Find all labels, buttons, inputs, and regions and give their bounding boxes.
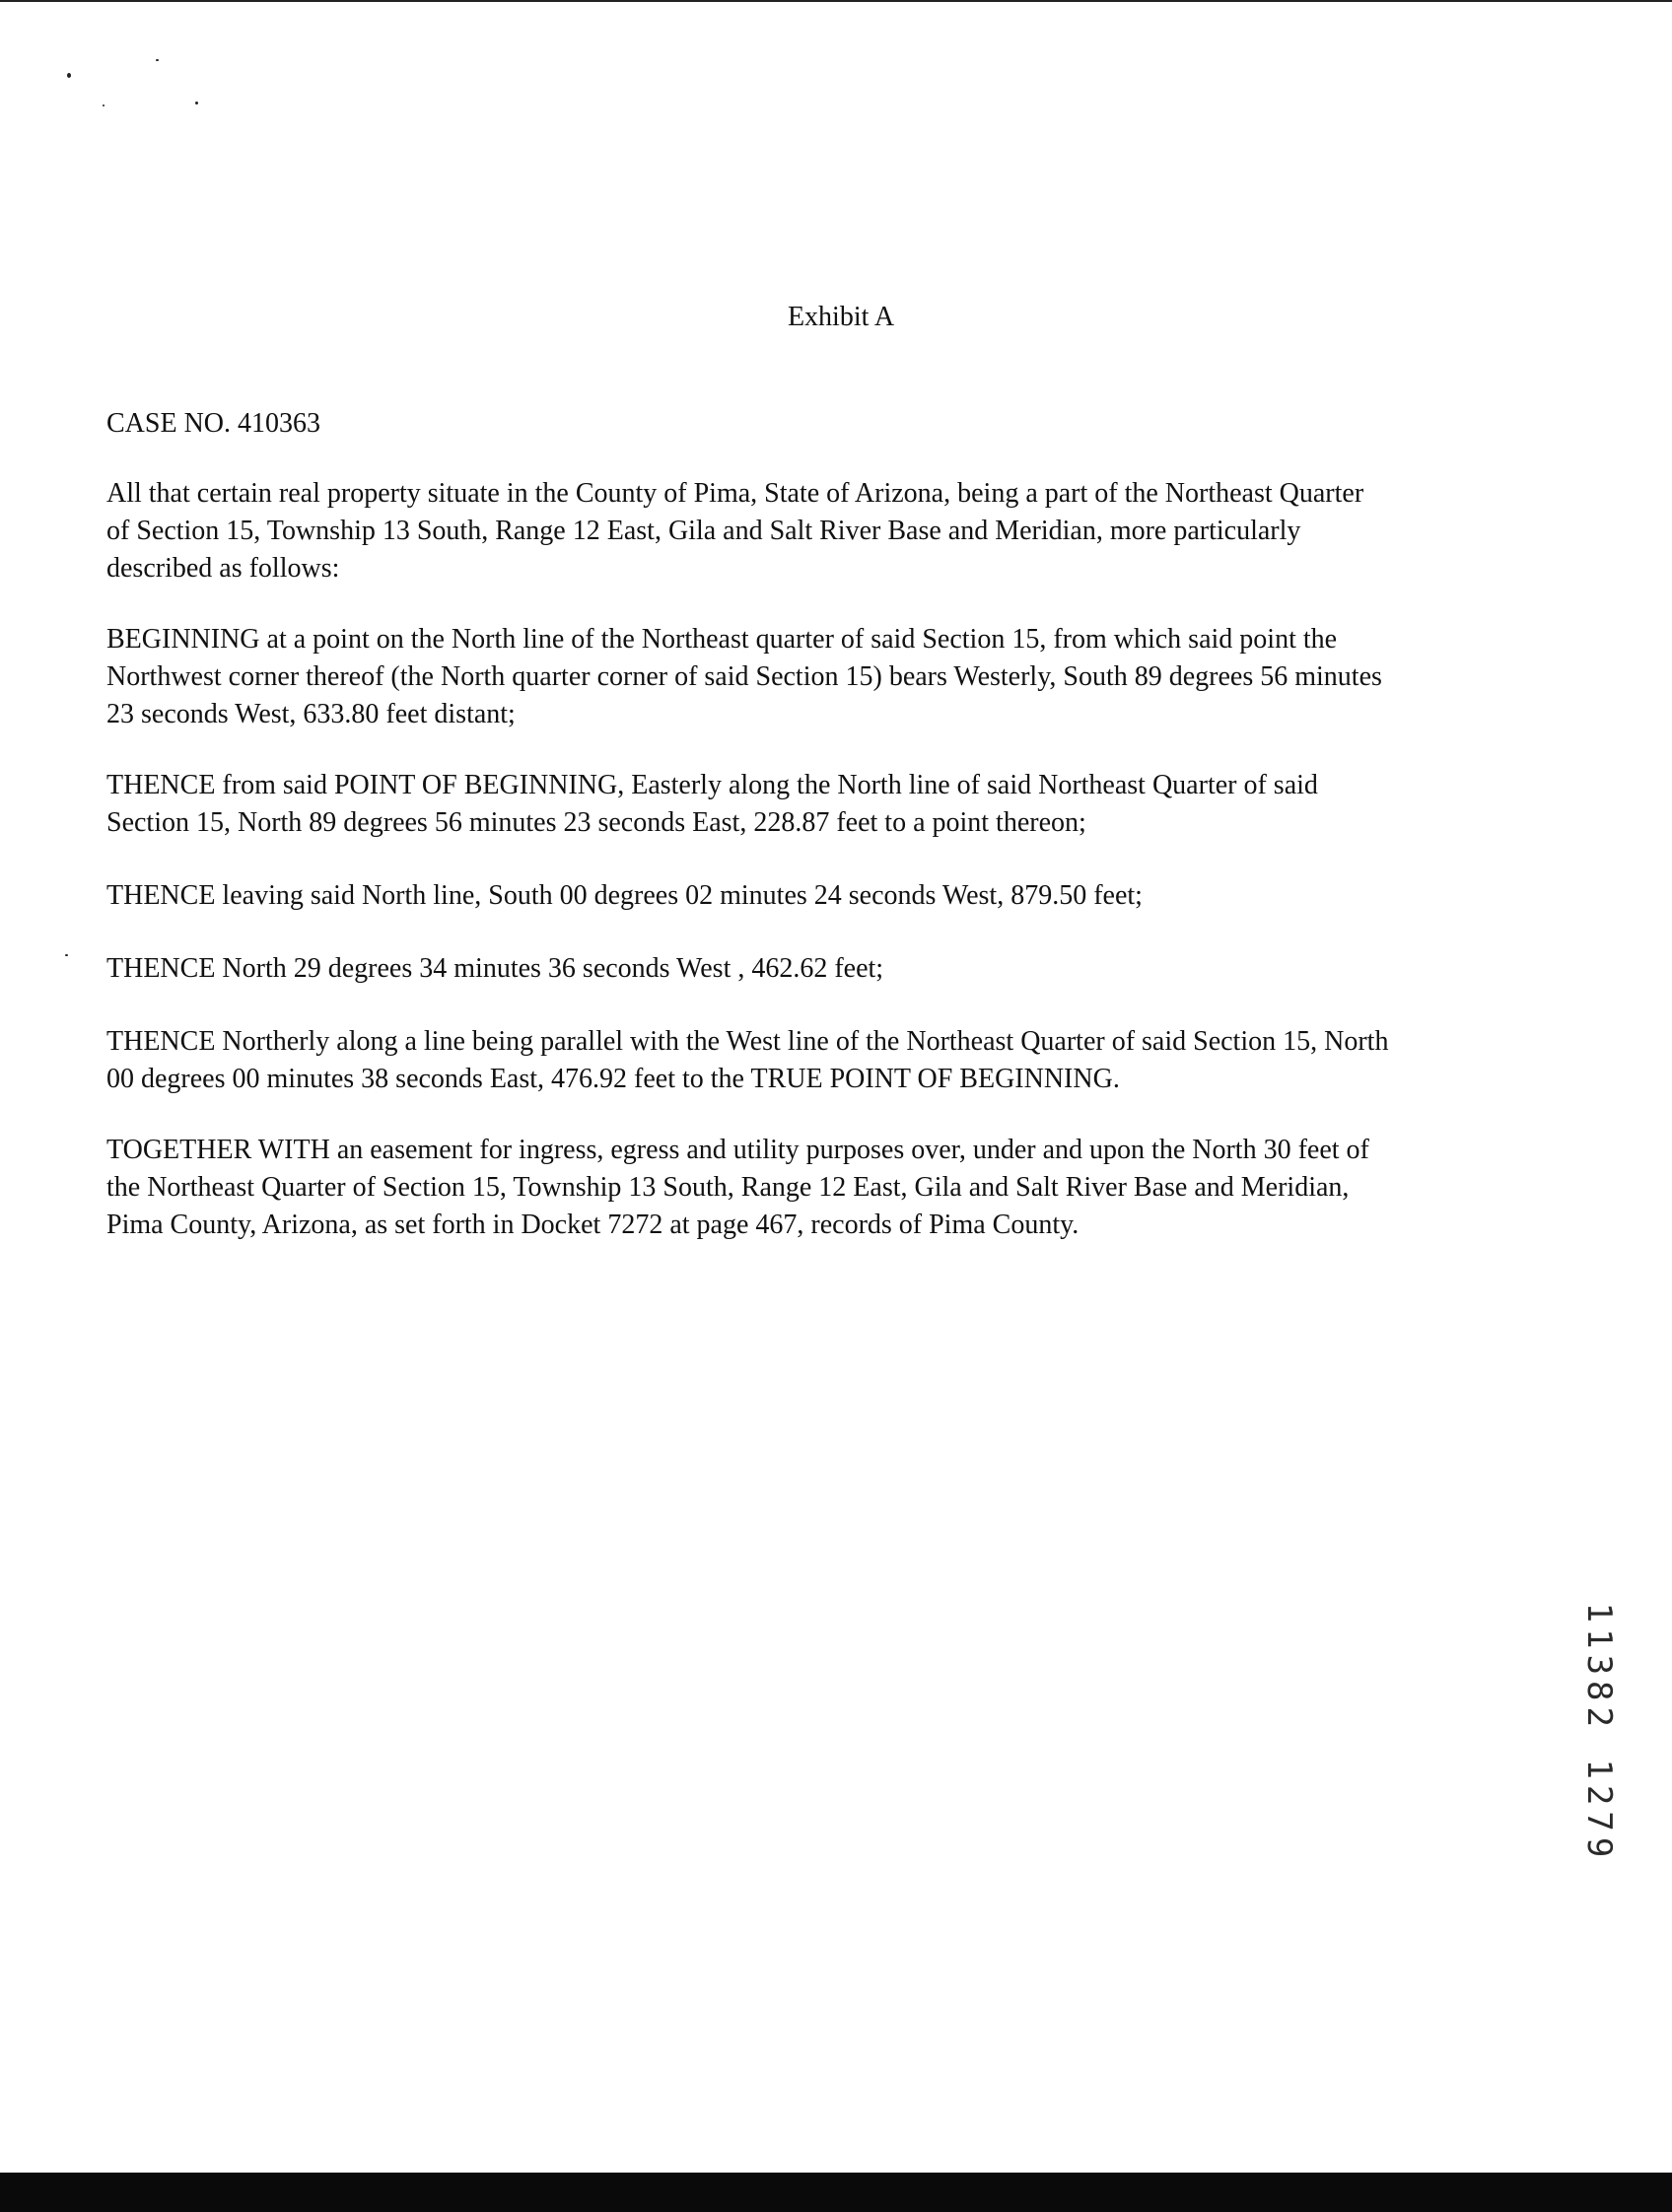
paragraph-thence-northerly: THENCE Northerly along a line being parallel with the West line of the Northeast Quarter of said Section 15, North 00 degrees 00 minutes 38 seconds East, 476.92 feet to the TRUE POINT OF BEGINNING. [106,1026,1389,1094]
scan-speck [195,102,198,104]
case-number: CASE NO. 410363 [106,408,321,439]
scan-speck [103,104,104,106]
paragraph-thence-easterly: THENCE from said POINT OF BEGINNING, Easterly along the North line of said Northeast Quarter of said Section 15, North 89 degrees 56 minutes 23 seconds East, 228.87 feet to a point thereon; [106,770,1318,838]
paragraph-thence-northwest: THENCE North 29 degrees 34 minutes 36 seconds West , 462.62 feet; [106,953,884,984]
scan-bottom-band [0,2173,1672,2212]
paragraph-easement: TOGETHER WITH an easement for ingress, egress and utility purposes over, under and upon the North 30 feet of the Northeast Quarter of Section 15, Township 13 South, Range 12 East, Gila and Salt River Base and Meridian, Pima County, Arizona, as set forth in Docket 7272 at page 467, records of Pima County. [106,1135,1369,1240]
scan-speck [156,59,159,61]
paragraph-beginning: BEGINNING at a point on the North line of the Northeast quarter of said Section 15, from which said point the Northwest corner thereof (the North quarter corner of said Section 15) bears Westerly, South 89 degrees 56 minutes 23 seconds West, 633.80 feet distant; [106,624,1382,729]
paragraph-intro: All that certain real property situate in the County of Pima, State of Arizona, being a part of the Northeast Quarter of Section 15, Township 13 South, Range 12 East, Gila and Salt River Base and Meridian, more particularly described as follows: [106,478,1364,584]
paragraph-thence-south: THENCE leaving said North line, South 00 degrees 02 minutes 24 seconds West, 879.50 feet; [106,880,1143,911]
document-title: Exhibit A [787,302,895,332]
recording-stamp-number: 11382 1279 [1579,1602,1619,1864]
scan-top-border [0,0,1672,2]
scan-speck [65,954,68,956]
scan-speck [67,73,71,78]
recording-stamp [1573,1555,1625,1910]
